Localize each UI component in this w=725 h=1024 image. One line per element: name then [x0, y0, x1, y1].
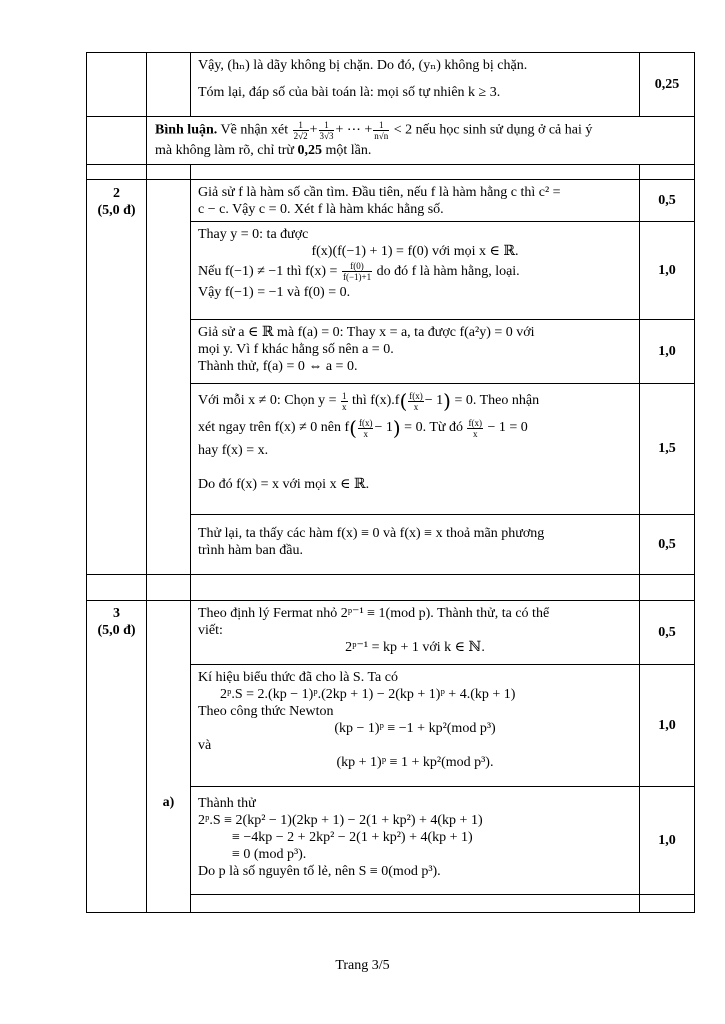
- score-cell: 0,25: [640, 53, 695, 117]
- fraction: $\frac{1}{x}$: [342, 390, 347, 412]
- fraction: $\frac{f(x)}{x}$: [468, 417, 482, 439]
- equation-line: ≡ −4kp − 2 + 2kp² − 2(1 + kp²) + 4(kp + 1): [232, 830, 473, 845]
- problem-number: 3: [113, 606, 120, 621]
- fraction: $\frac{f(0)}{f(-1)+1}$: [342, 261, 372, 283]
- comment-title: Bình luận.: [155, 122, 218, 138]
- text-span: − 1: [374, 420, 393, 436]
- text-line: Thay y = 0: ta được: [198, 227, 309, 242]
- text-line: Vậy f(−1) = −1 và f(0) = 0.: [198, 285, 351, 300]
- text-line: trình hàm ban đầu.: [198, 543, 303, 558]
- text-line: mọi y. Vì f khác hằng số nên a = 0.: [198, 342, 394, 357]
- text-line: Do đó f(x) = x với mọi x ∈ ℝ.: [198, 477, 370, 493]
- equation-line: ≡ 0 (mod p³).: [232, 847, 307, 862]
- sum-ellipsis: + ⋯ +: [335, 122, 373, 138]
- part-cell: a): [147, 601, 191, 913]
- text-span: thì f(x).f: [352, 393, 400, 409]
- text-line: [198, 260, 632, 284]
- part-cell: [147, 53, 191, 117]
- text-line: Tóm lại, đáp số của bài toán là: mọi số tự nhiên k ≥ 3.: [198, 85, 501, 100]
- score-cell: 0,5: [640, 601, 695, 665]
- content-cell: [191, 384, 640, 515]
- table-row: [87, 601, 695, 665]
- comment-cell: Bình luận. Về nhận xét $\frac{1}{2√2}$ + $\frac{1}{3√3}$ + ⋯ + $\frac{1}{n√n}$ < 2 nếu học sinh sử dụng ở cả hai ý mà không làm rõ, chỉ trừ 0,25 một lần.: [147, 117, 695, 165]
- problem-cell: [87, 117, 147, 165]
- content-cell: [191, 180, 640, 222]
- text-span: = 0. Từ đó: [404, 420, 463, 436]
- text-line: hay f(x) = x.: [198, 443, 269, 459]
- content-cell: [191, 222, 640, 320]
- text-line: Với mỗi x ≠ 0: Chọn y = $\frac{1}{x}$ thì f(x).f( $\frac{f(x)}{x}$ − 1) = 0. Theo nhận: [198, 389, 540, 413]
- equation-line: 2ᵖ⁻¹ = kp + 1 với k ∈ ℕ.: [345, 640, 485, 655]
- spacer-row: [87, 575, 695, 601]
- text-line: Thành thử: [198, 796, 256, 811]
- content-cell: [191, 53, 640, 117]
- equation-line: 2ᵖ.S ≡ 2(kp² − 1)(2kp + 1) − 2(1 + kp²) + 4(kp + 1): [198, 813, 483, 828]
- problem-points: (5,0 đ): [97, 623, 136, 638]
- score-cell: 0,5: [640, 180, 695, 222]
- equation-line: (kp − 1)ᵖ ≡ −1 + kp²(mod p³): [334, 721, 496, 736]
- text-line: Theo công thức Newton: [198, 704, 334, 719]
- text-span: − 1: [424, 393, 444, 409]
- fraction: $\frac{1}{2√2}$: [293, 120, 308, 141]
- answer-table: [86, 52, 695, 913]
- text-line: Thử lại, ta thấy các hàm f(x) ≡ 0 và f(x) ≡ x thoả mãn phương: [198, 526, 545, 541]
- content-cell: [191, 515, 640, 575]
- problem-cell: [87, 601, 147, 913]
- table-row: [87, 180, 695, 222]
- text-line: Thành thử, f(a) = 0 ⇔ a = 0.: [198, 359, 358, 374]
- score-cell: 1,5: [640, 384, 695, 515]
- text-span: Với mỗi x ≠ 0: Chọn y =: [198, 393, 337, 409]
- score-cell: 1,0: [640, 665, 695, 787]
- problem-points: (5,0 đ): [97, 203, 136, 218]
- fraction: $\frac{1}{n√n}$: [374, 120, 389, 141]
- text-line: viết:: [198, 623, 223, 638]
- fraction: $\frac{f(x)}{x}$: [358, 417, 373, 439]
- content-cell: [191, 320, 640, 384]
- text-line: Do p là số nguyên tố lẻ, nên S ≡ 0(mod p³).: [198, 864, 441, 879]
- problem-number: 2: [113, 186, 120, 201]
- text-line: Giả sử a ∈ ℝ mà f(a) = 0: Thay x = a, ta được f(a²y) = 0 với: [198, 325, 535, 340]
- text-span: − 1 = 0: [487, 420, 528, 436]
- text-span: = 0. Theo nhận: [454, 393, 540, 409]
- text-line: Giả sử f là hàm số cần tìm. Đầu tiên, nếu f là hàm hằng c thì c² =: [198, 185, 561, 200]
- text-line: Theo định lý Fermat nhỏ 2ᵖ⁻¹ ≡ 1(mod p). Thành thử, ta có thể: [198, 606, 550, 621]
- table-row: [87, 117, 695, 165]
- content-cell: [191, 665, 640, 787]
- score-cell: 1,0: [640, 787, 695, 895]
- text-line: Vậy, (hₙ) là dãy không bị chặn. Do đó, (yₙ) không bị chặn.: [198, 58, 528, 73]
- equation-line: (kp + 1)ᵖ ≡ 1 + kp²(mod p³).: [336, 755, 494, 770]
- comment-text: một lần.: [325, 143, 372, 158]
- comment-text: nếu học sinh sử dụng ở cả hai ý: [415, 122, 593, 138]
- score-cell: 0,5: [640, 515, 695, 575]
- comment-text: Về nhận xét: [220, 122, 289, 138]
- score-cell: 1,0: [640, 320, 695, 384]
- comment-text: mà không làm rõ, chỉ trừ: [155, 143, 295, 158]
- content-cell: [191, 787, 640, 895]
- score-cell: 1,0: [640, 222, 695, 320]
- problem-cell: [87, 180, 147, 575]
- text-span: xét ngay trên f(x) ≠ 0 nên f: [198, 420, 350, 436]
- part-cell: [147, 180, 191, 575]
- equation-line: 2ᵖ.S = 2.(kp − 1)ᵖ.(2kp + 1) − 2(kp + 1)ᵖ + 4.(kp + 1): [220, 687, 516, 702]
- text-line: xét ngay trên f(x) ≠ 0 nên f( $\frac{f(x)}{x}$ − 1) = 0. Từ đó $\frac{f(x)}{x}$ − 1 = 0: [198, 416, 528, 441]
- fraction: $\frac{1}{3√3}$: [319, 120, 334, 141]
- problem-cell: [87, 53, 147, 117]
- page-number: Trang 3/5: [335, 958, 390, 973]
- text-span: do đó f là hàm hằng, loại.: [376, 264, 520, 279]
- equation-line: f(x)(f(−1) + 1) = f(0) với mọi x ∈ ℝ.: [311, 244, 519, 259]
- text-line: c − c. Vậy c = 0. Xét f là hàm khác hằng số.: [198, 202, 444, 217]
- text-line: và: [198, 738, 212, 753]
- table-row: [87, 53, 695, 117]
- bound: < 2: [393, 122, 413, 138]
- content-cell: [191, 601, 640, 665]
- deduct-score: 0,25: [297, 143, 323, 158]
- fraction: $\frac{f(x)}{x}$: [409, 390, 423, 412]
- text-line: Kí hiệu biểu thức đã cho là S. Ta có: [198, 670, 398, 685]
- spacer-row: [87, 165, 695, 180]
- text-span: Nếu f(−1) ≠ −1 thì f(x) =: [198, 264, 338, 279]
